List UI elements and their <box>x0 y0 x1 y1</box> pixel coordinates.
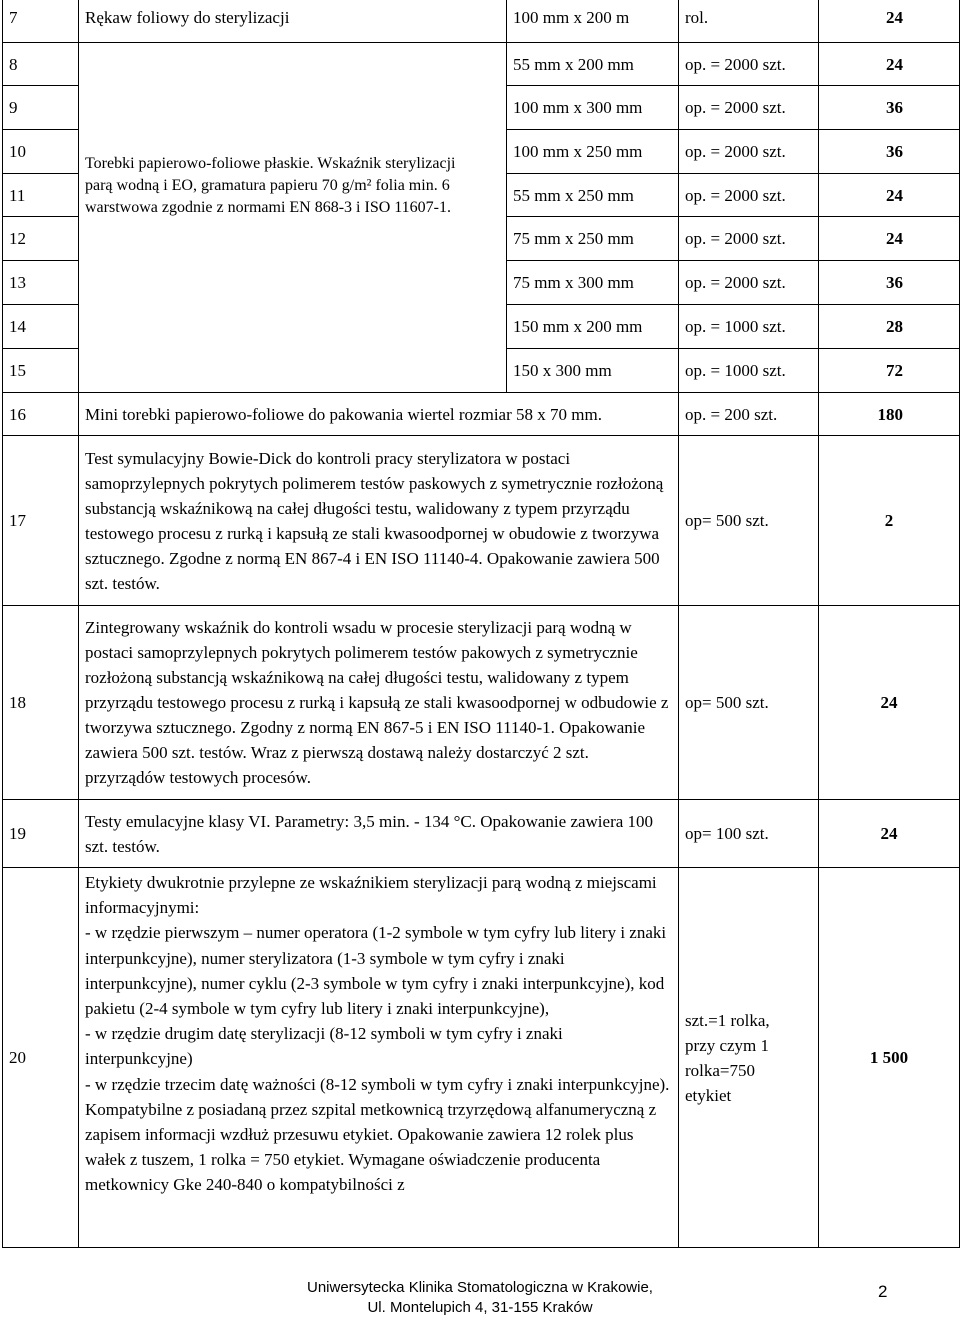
item-unit: op. = 2000 szt. <box>679 217 819 261</box>
item-size: 75 mm x 300 mm <box>507 261 679 305</box>
item-description <box>79 868 679 1248</box>
item-name: Mini torebki papierowo-foliowe do pakowania wiertel rozmiar 58 x 70 mm. <box>79 393 679 436</box>
item-size: 55 mm x 250 mm <box>507 174 679 217</box>
item-size: 150 mm x 200 mm <box>507 305 679 349</box>
table-row <box>3 43 960 86</box>
item-unit: op= 500 szt. <box>679 436 819 606</box>
item-unit: op. = 2000 szt. <box>679 174 819 217</box>
item-size: 75 mm x 250 mm <box>507 217 679 261</box>
row-number: 8 <box>3 43 79 86</box>
item-size: 100 mm x 250 mm <box>507 130 679 174</box>
row-number: 9 <box>3 86 79 130</box>
item-size: 100 mm x 200 m <box>507 0 679 43</box>
row-number: 15 <box>3 349 79 393</box>
description-line: Etykiety dwukrotnie przylepne ze wskaźnikiem sterylizacji parą wodną z miejscami informacyjnymi: <box>85 873 657 918</box>
item-quantity: 36 <box>819 261 960 305</box>
item-unit: rol. <box>679 0 819 43</box>
description-line: - w rzędzie trzecim datę ważności (8-12 symboli w tym cyfry i znaki interpunkcyjne). <box>85 1074 670 1094</box>
description-line: Kompatybilne z posiadaną przez szpital metkownicą trzyrzędową alfanumeryczną z zapisem informacji wzdłuż przesuwu etykiet. Opakowanie zawiera 12 rolek plus wałek z tuszem, 1 rolka = 750 etykiet. Wymagane oświadczenie producenta metkownicy Gke 240-840 o kompatybilności z <box>85 1099 657 1195</box>
row-number: 7 <box>3 0 79 43</box>
items-table <box>2 0 960 1248</box>
table-row <box>3 800 960 868</box>
group-description <box>79 43 507 393</box>
row-number: 11 <box>3 174 79 217</box>
item-unit-text: szt.=1 rolka, przy czym 1 rolka=750 etykiet <box>685 1010 770 1105</box>
group-description-text: Torebki papierowo-foliowe płaskie. Wskaźnik sterylizacji parą wodną i EO, gramatura papieru 70 g/m² folia min. 6 warstwowa zgodnie z normami EN 868-3 i ISO 11607-1. <box>85 155 456 216</box>
footer-address: Ul. Montelupich 4, 31-155 Kraków <box>367 1299 593 1316</box>
description-line: - w rzędzie pierwszym – numer operatora (1-2 symbole w tym cyfry lub litery i znaki interpunkcyjne), numer sterylizatora (1-3 symbole w tym cyfry i znaki interpunkcyjne), numer cyklu (2-3 symbole w tym cyfry i znaki interpunkcyjne), kod pakietu (2-4 symbole w tym cyfry lub litery i znaki interpunkcyjne), <box>85 923 667 1019</box>
item-quantity: 24 <box>819 800 960 868</box>
item-unit: op. = 2000 szt. <box>679 43 819 86</box>
item-quantity: 24 <box>819 43 960 86</box>
item-size: 55 mm x 200 mm <box>507 43 679 86</box>
table-row <box>3 436 960 606</box>
row-number: 17 <box>3 436 79 606</box>
row-number: 19 <box>3 800 79 868</box>
table-row <box>3 393 960 436</box>
item-quantity: 36 <box>819 130 960 174</box>
row-number: 20 <box>3 868 79 1248</box>
table-row <box>3 606 960 800</box>
table-row <box>3 868 960 1248</box>
row-number: 12 <box>3 217 79 261</box>
item-unit <box>679 868 819 1248</box>
row-number: 16 <box>3 393 79 436</box>
item-size: 150 x 300 mm <box>507 349 679 393</box>
item-unit: op. = 2000 szt. <box>679 261 819 305</box>
item-unit: op= 500 szt. <box>679 606 819 800</box>
row-number: 13 <box>3 261 79 305</box>
item-quantity: 180 <box>819 393 960 436</box>
item-quantity: 28 <box>819 305 960 349</box>
item-unit: op. = 1000 szt. <box>679 305 819 349</box>
item-quantity: 2 <box>819 436 960 606</box>
item-name: Rękaw foliowy do sterylizacji <box>79 0 507 43</box>
item-description: Zintegrowany wskaźnik do kontroli wsadu w procesie sterylizacji parą wodną w postaci samoprzylepnych pokrytych polimerem testów pakowych z symetrycznie rozłożoną substancją wskaźnikową na całej długości testu, walidowany z typem przyrządu testowego procesu z rurką i kapsułą ze stali kwasoodpornej w odbudowie z tworzywa sztucznego. Zgodny z normą EN 867-5 i EN ISO 11140-1. Opakowanie zawiera 500 szt. testów. Wraz z pierwszą dostawą należy dostarczyć 2 szt. przyrządów testowych procesów. <box>79 606 679 800</box>
item-size: 100 mm x 300 mm <box>507 86 679 130</box>
footer-institution: Uniwersytecka Klinika Stomatologiczna w Krakowie, <box>307 1279 653 1296</box>
item-quantity: 24 <box>819 217 960 261</box>
item-quantity: 1 500 <box>819 868 960 1248</box>
item-description: Testy emulacyjne klasy VI. Parametry: 3,5 min. - 134 °C. Opakowanie zawiera 100 szt. testów. <box>79 800 679 868</box>
page-number: 2 <box>878 1282 888 1301</box>
item-description: Test symulacyjny Bowie-Dick do kontroli pracy sterylizatora w postaci samoprzylepnych pokrytych polimerem testów paskowych z symetrycznie rozłożoną substancją wskaźnikową na całej długości testu, walidowany z typem przyrządu testowego procesu z rurką i kapsułą ze stali kwasoodpornej w obudowie z tworzywa sztucznego. Zgodne z normą EN 867-4 i EN ISO 11140-4. Opakowanie zawiera 500 szt. testów. <box>79 436 679 606</box>
item-quantity: 24 <box>819 606 960 800</box>
item-unit: op. = 1000 szt. <box>679 349 819 393</box>
row-number: 10 <box>3 130 79 174</box>
item-quantity: 24 <box>819 174 960 217</box>
row-number: 18 <box>3 606 79 800</box>
table-row <box>3 0 960 43</box>
item-unit: op. = 2000 szt. <box>679 130 819 174</box>
item-unit: op= 100 szt. <box>679 800 819 868</box>
item-quantity: 72 <box>819 349 960 393</box>
item-unit: op. = 2000 szt. <box>679 86 819 130</box>
item-unit: op. = 200 szt. <box>679 393 819 436</box>
item-quantity: 36 <box>819 86 960 130</box>
item-quantity: 24 <box>819 0 960 43</box>
description-line: - w rzędzie drugim datę sterylizacji (8-12 symboli w tym cyfry i znaki interpunkcyjne) <box>85 1024 563 1069</box>
row-number: 14 <box>3 305 79 349</box>
